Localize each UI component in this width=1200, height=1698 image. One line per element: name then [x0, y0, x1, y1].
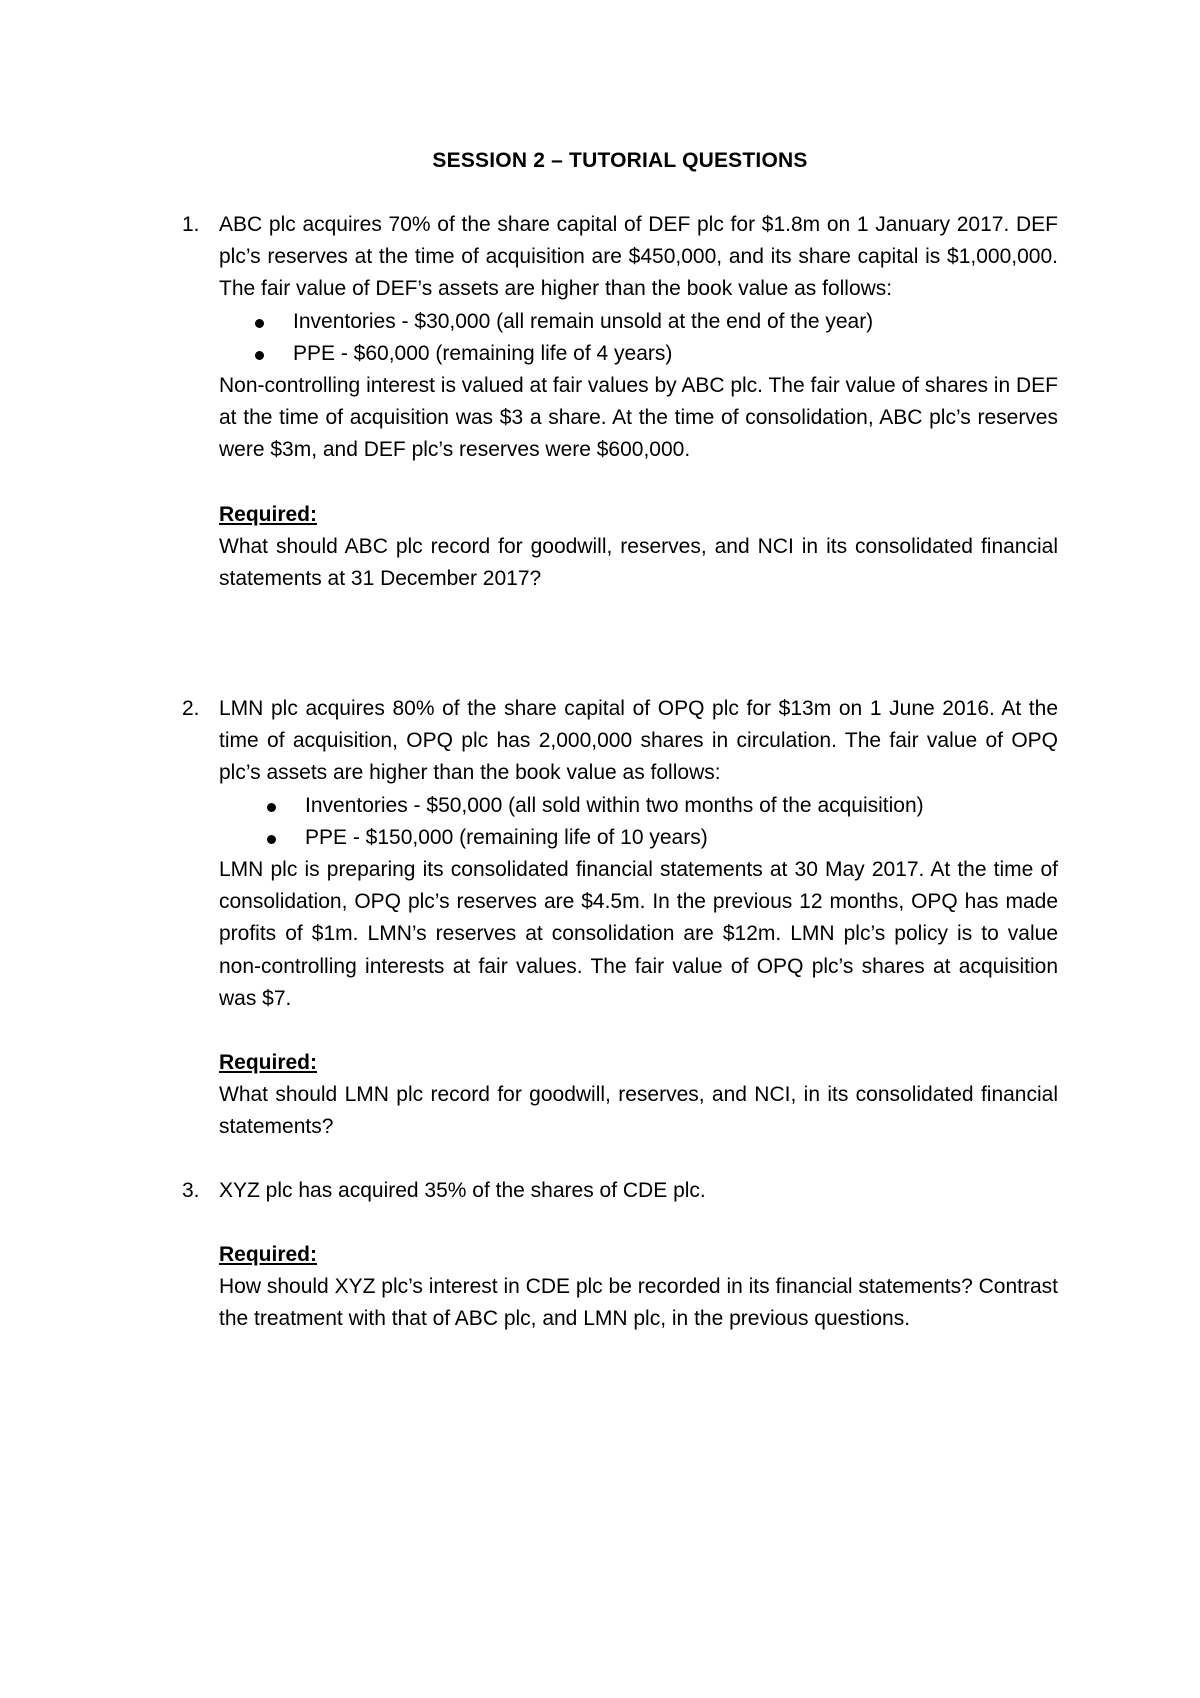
required-label: Required:: [219, 1243, 318, 1267]
required-label: Required:: [219, 502, 318, 526]
bullet-icon: [255, 351, 264, 360]
question-number: 2.: [182, 697, 200, 720]
question-number: 3.: [182, 1179, 200, 1202]
bullet-icon: [267, 835, 276, 844]
question-intro: LMN plc acquires 80% of the share capital of OPQ plc for $13m on 1 June 2016. At the time of acquisition, OPQ plc has 2,000,000 shares in circulation. The fair value of OPQ plc’s assets are higher than the book value as follows:: [219, 697, 1058, 785]
bullet-text: PPE - $150,000 (remaining life of 10 years): [305, 825, 708, 849]
list-item: [219, 822, 1058, 854]
bullet-list: [219, 790, 1058, 854]
required-label: Required:: [219, 1051, 318, 1075]
question-details: LMN plc is preparing its consolidated financial statements at 30 May 2017. At the time of consolidation, OPQ plc’s reserves are $4.5m. In the previous 12 months, OPQ has made profits of $1m. LMN’s reserves at consolidation are $12m. LMN plc’s policy is to value non-controlling interests at fair values. The fair value of OPQ plc’s shares at acquisition was $7.: [219, 858, 1058, 1010]
list-item: [219, 338, 1058, 370]
bullet-text: Inventories - $50,000 (all sold within two months of the acquisition): [305, 793, 924, 817]
question-3: [182, 1175, 1058, 1336]
question-intro: ABC plc acquires 70% of the share capital of DEF plc for $1.8m on 1 January 2017. DEF plc’s reserves at the time of acquisition are $450,000, and its share capital is $1,000,000. The fair value of DEF’s assets are higher than the book value as follows:: [219, 213, 1058, 301]
page-title: SESSION 2 – TUTORIAL QUESTIONS: [432, 149, 808, 172]
question-number: 1.: [182, 213, 200, 236]
bullet-icon: [267, 803, 276, 812]
question-body: [219, 693, 1058, 1143]
question-intro: XYZ plc has acquired 35% of the shares of CDE plc.: [219, 1179, 706, 1202]
required-text: What should LMN plc record for goodwill, reserves, and NCI, in its consolidated financial statements?: [219, 1083, 1058, 1139]
bullet-text: Inventories - $30,000 (all remain unsold at the end of the year): [293, 309, 874, 333]
bullet-list: [219, 306, 1058, 370]
list-item: [219, 306, 1058, 338]
question-2: [182, 693, 1058, 1143]
required-text: What should ABC plc record for goodwill, reserves, and NCI in its consolidated financial statements at 31 December 2017?: [219, 534, 1058, 590]
bullet-text: PPE - $60,000 (remaining life of 4 years): [293, 341, 673, 365]
list-item: [219, 790, 1058, 822]
question-details: Non-controlling interest is valued at fair values by ABC plc. The fair value of shares in DEF at the time of acquisition was $3 a share. At the time of consolidation, ABC plc’s reserves were $3m, and DEF plc’s reserves were $600,000.: [219, 374, 1058, 462]
question-body: [219, 209, 1058, 595]
question-body: [219, 1175, 1058, 1336]
question-1: [182, 209, 1058, 595]
bullet-icon: [255, 319, 264, 328]
required-text: How should XYZ plc’s interest in CDE plc be recorded in its financial statements? Contrast the treatment with that of ABC plc, and LMN plc, in the previous questions.: [219, 1275, 1058, 1331]
